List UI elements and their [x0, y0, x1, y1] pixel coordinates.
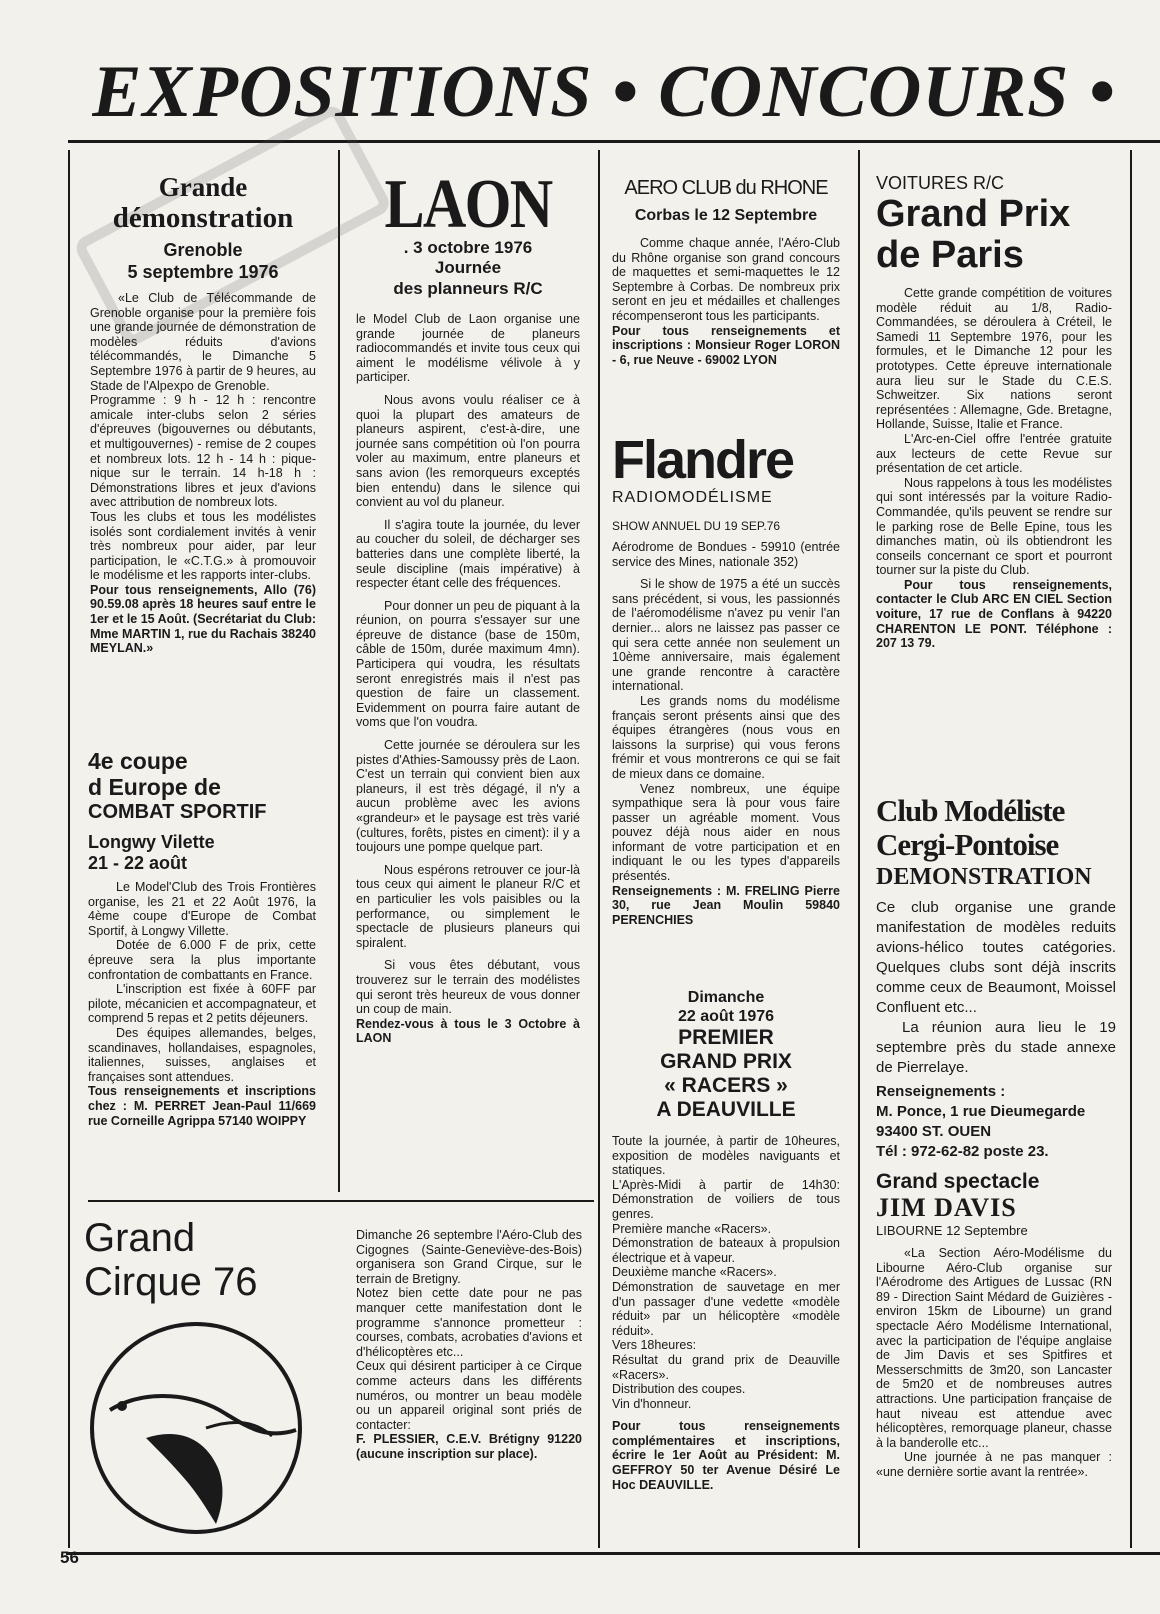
paris-article: [876, 172, 1112, 651]
contact-paragraph: Rendez-vous à tous le 3 Octobre à LAON: [356, 1016, 580, 1046]
paragraph: Vin d'honneur.: [612, 1396, 692, 1411]
paragraph: Si vous êtes débutant, vous trouverez sur le terrain des modélistes qui seront très heureux de vous donner un coup de main.: [356, 958, 580, 1017]
article-title: Flandre: [612, 430, 794, 490]
paragraph: Résultat du grand prix de Deauville «Racers».: [612, 1352, 840, 1382]
article-place: Grenoble: [163, 240, 243, 260]
contact-paragraph: Pour tous renseignements, contacter le Club ARC EN CIEL Section voiture, 17 rue de Conflans à 94220 CHARENTON LE PONT. Téléphone : 207 13 79.: [876, 577, 1112, 651]
top-rule: [68, 140, 1160, 143]
paragraph: le Model Club de Laon organise une grande journée de planeurs radiocommandés et invite tous ceux qui aiment le modélisme vélivole à y participer.: [356, 312, 580, 385]
contact-paragraph: Pour tous renseignements complémentaires et inscriptions, écrire le 1er Août au Président: M. GEFFROY 50 ter Avenue Désiré Le Hoc DEAUVILLE.: [612, 1419, 840, 1492]
combat-article: [88, 748, 316, 1128]
grenoble-article: [90, 172, 316, 656]
paragraph: Notez bien cette date pour ne pas manquer cette manifestation dont le programme s'annonce prometteur : courses, combats, acrobaties d'avions et d'hélicoptères etc...: [356, 1286, 582, 1359]
paragraph: Nous espérons retrouver ce jour-là tous ceux qui aiment le planeur R/C et en particulier les vols paisibles ou la performance, ou simplement le spectacle de plusieurs planeurs qui spiralent.: [356, 862, 580, 950]
paragraph: L'inscription est fixée à 60FF par pilote, mécanicien et accompagnateur, et comprend 5 repas et 2 petits déjeuners.: [88, 982, 316, 1026]
paragraph: Distribution des coupes.: [612, 1382, 746, 1397]
paragraph: Programme : 9 h - 12 h : rencontre amicale inter-clubs selon 2 séries d'épreuves (bigouvernes ou débutants, et multigouvernes) - remise de 2 coupes et nombreux lots. 12 h - 14 h : pique-nique sur le terrain. 14 h-18 h : Démonstrations libres et jeux d'avions avec attribution de nombreux lots.: [90, 393, 316, 510]
article-title: GRAND PRIX: [660, 1050, 792, 1073]
jimdavis-article: [876, 1170, 1112, 1480]
paragraph: Si le show de 1975 a été un succès sans précédent, si vous, les passionnés de l'aéromodélisme n'avez pu venir l'an dernier... alors ne laissez pas passer ce qui sera cette année non seulement un 10ème anniversaire, mais également une grande rencontre à caractère international.: [612, 577, 840, 694]
contact-paragraph: Renseignements : M. FRELING Pierre 30, rue Jean Moulin 59840 PERENCHIES: [612, 883, 840, 927]
paragraph: Pour donner un peu de piquant à la réunion, on pourra s'essayer sur une épreuve de distance (base de 150m, câble de 150m, durée maximum 4mn). Participera qui voudra, les résultats seront enregistrés mais il n'est pas question de faire un classement. Evidemment on pourra faire autant de voms que l'on voudra.: [356, 598, 580, 730]
article-title: 4e coupe: [88, 748, 188, 774]
article-title: Grand: [84, 1216, 196, 1260]
article-title: JIM DAVIS: [876, 1193, 1017, 1222]
article-date: LIBOURNE 12 Septembre: [876, 1223, 1028, 1238]
article-title: LAON: [384, 166, 552, 243]
paragraph: Comme chaque année, l'Aéro-Club du Rhône organise son grand concours de maquettes et semi-maquettes le 12 Septembre à Corbas. De nombreux prix seront en jeu et médailles et challenges récompenseront tous les participants.: [612, 236, 840, 323]
cirque-article: [356, 1228, 582, 1462]
article-title: « RACERS »: [664, 1074, 788, 1097]
rhone-article: [612, 176, 840, 367]
paragraph: L'Après-Midi à partir de 14h30: Démonstration de voiliers de tous genres.: [612, 1177, 840, 1221]
contact-paragraph: M. Ponce, 1 rue Dieumegarde 93400 ST. OUEN: [876, 1103, 1086, 1140]
contact-paragraph: Pour tous renseignements et inscriptions : Monsieur Roger LORON - 6, rue Neuve - 69002 LYON: [612, 323, 840, 367]
paragraph: Aérodrome de Bondues - 59910 (entrée service des Mines, nationale 352): [612, 540, 840, 569]
paragraph: Les grands noms du modélisme français seront présents ainsi que des équipes étrangères (nous vous en laissons la surprise) qui vous ferons frémir et vous montrerons ce qui se fait de mieux dans ce domaine.: [612, 693, 840, 781]
page-number: 56: [60, 1548, 79, 1567]
column-divider: [1130, 150, 1132, 1548]
paragraph: «Le Club de Télécommande de Grenoble organise pour la première fois une grande journée de démonstration de modèles réduits d'avions télécommandés, le Dimanche 5 Septembre 1976 à partir de 9 heures, au Stade de l'Alpexpo de Grenoble.: [90, 291, 316, 393]
article-place: Longwy Vilette: [88, 832, 215, 852]
paragraph: Deuxième manche «Racers».: [612, 1265, 777, 1280]
deauville-article: [612, 988, 840, 1492]
paragraph: Le Model'Club des Trois Frontières organise, les 21 et 22 Août 1976, la 4ème coupe d'Europe de Combat Sportif, à Longwy Villette.: [88, 880, 316, 938]
column-divider: [68, 150, 70, 1548]
paragraph: L'Arc-en-Ciel offre l'entrée gratuite aux lecteurs de cette Revue sur présentation de cet article.: [876, 431, 1112, 476]
paragraph: Dotée de 6.000 F de prix, cette épreuve sera la plus importante confrontation de combattants en France.: [88, 938, 316, 982]
paragraph: Ceux qui désirent participer à ce Cirque comme acteurs dans les différents numéros, ou montrer un beau modèle ou un appareil original sont priés de contacter:: [356, 1359, 582, 1432]
stork-logo: [86, 1318, 306, 1538]
article-date: 5 septembre 1976: [127, 262, 279, 282]
article-date: 22 août 1976: [677, 1008, 775, 1025]
article-title: DEMONSTRATION: [876, 864, 1092, 890]
contact-paragraph: F. PLESSIER, C.E.V. Brétigny 91220 (aucune inscription sur place).: [356, 1432, 582, 1461]
article-title: d Europe de: [88, 774, 221, 800]
article-kicker: VOITURES R/C: [876, 173, 1005, 193]
paragraph: Cette journée se déroulera sur les pistes d'Athies-Samoussy près de Laon. C'est un terrain qui convient bien aux planeurs, il est très dégagé, il n'y a aucun problème avec les avions «grandeur» et le paysage est très varié (cultures, forêts, pistes en ciment): il y a toujours une pompe quelque part.: [356, 738, 580, 855]
article-title: Grand Prix: [876, 193, 1071, 235]
article-date: Corbas le 12 Septembre: [634, 207, 818, 224]
column-divider: [598, 150, 600, 1548]
paragraph: Toute la journée, à partir de 10heures, exposition de modèles naviguants et statiques.: [612, 1134, 840, 1178]
article-date: . 3 octobre 1976: [403, 238, 533, 257]
laon-article: [356, 166, 580, 1046]
paragraph: Nous rappelons à tous les modélistes qui sont intéressés par la voiture Radio-Commandée, qu'ils peuvent se rendre sur le parking rose de Belle Epine, tous les dimanches matin, où ils obtiendront les conseils concernant ce sport et pourront tourner sur la piste du Club.: [876, 475, 1112, 578]
article-title: Grande: [158, 172, 248, 202]
flandre-article: [612, 432, 840, 927]
article-title: COMBAT SPORTIF: [88, 801, 267, 823]
cergy-article: [876, 794, 1116, 1162]
column-divider: [858, 150, 860, 1548]
paragraph: Venez nombreux, une équipe sympathique sera là pour vous faire passer un agréable moment. Vous pouvez déjà nous aider en nous informant de votre participation et en indiquant le ou les types d'appareils présentés.: [612, 781, 840, 884]
contact-label: Renseignements :: [876, 1083, 1006, 1100]
section-rule: [88, 1200, 594, 1202]
article-title: Cergi-Pontoise: [876, 827, 1059, 862]
article-date: 21 - 22 août: [88, 853, 188, 873]
article-title: Grand spectacle: [876, 1170, 1040, 1193]
paragraph: Démonstration de bateaux à propulsion électrique et à vapeur.: [612, 1236, 840, 1265]
paragraph: Cette grande compétition de voitures modèle réduit au 1/8, Radio-Commandées, se déroulera à Créteil, le Samedi 11 Septembre 1976, pour les formules, et le Dimanche 12 pour les prototypes. Cette épreuve internationale aura lieu sur le Stade du C.E.S. Schweitzer. Six nations seront représentées : Allemagne, Gde. Bretagne, Hollande, Suisse, Italie et France.: [876, 286, 1112, 432]
paragraph: Une journée à ne pas manquer : «une dernière sortie avant la rentrée».: [876, 1450, 1112, 1479]
article-subtitle: Journée: [434, 258, 502, 277]
bottom-rule: [66, 1552, 1160, 1555]
article-title: Cirque 76: [84, 1260, 258, 1304]
paragraph: La réunion aura lieu le 19 septembre près du stade annexe de Pierrelaye.: [876, 1019, 1116, 1076]
contact-paragraph: Tous renseignements et inscriptions chez : M. PERRET Jean-Paul 11/669 rue Corneille Agrippa 57140 WOIPPY: [88, 1084, 316, 1128]
article-date: SHOW ANNUEL DU 19 SEP.76: [612, 519, 781, 533]
paragraph: Ce club organise une grande manifestation de modèles reduits avions-hélico toutes catégories. Quelques clubs sont déjà inscrits comme ceux de Beaumont, Moissel Confluent etc...: [876, 899, 1116, 1016]
masthead: EXPOSITIONS • CONCOURS •: [92, 52, 1116, 132]
article-subtitle: RADIOMODÉLISME: [612, 489, 773, 506]
article-title: démonstration: [112, 202, 294, 234]
paragraph: Tous les clubs et tous les modélistes isolés sont cordialement invités à venir très nombreux pour aider, par leur participation, le «C.T.G.» à promouvoir le modélisme et les rapports inter-clubs.: [90, 509, 316, 583]
contact-paragraph: Pour tous renseignements, Allo (76) 90.59.08 après 18 heures sauf entre le 1er et le 15 Août. (Secrétariat du Club: Mme MARTIN 1, rue du Rachais 38240 MEYLAN.»: [90, 582, 316, 656]
paragraph: Nous avons voulu réaliser ce à quoi la plupart des amateurs de planeurs aspirent, c'est-à-dire, une journée sans compétition où l'on pourra voler au maximum, entre planeurs et sans avion (les remorqueurs exceptés bien entendu) dans le silence qui convient au vol du planeur.: [356, 392, 580, 510]
article-title: de Paris: [876, 234, 1024, 276]
paragraph: Vers 18heures:: [612, 1338, 697, 1353]
paragraph: Des équipes allemandes, belges, scandinaves, hollandaises, espagnoles, italiennes, suisses, anglaises et françaises sont attendues.: [88, 1025, 316, 1084]
contact-phone: Tél : 972-62-82 poste 23.: [876, 1143, 1049, 1160]
paragraph: Il s'agira toute la journée, du lever au coucher du soleil, de décharger ses batteries dans une complète liberté, la seule discipline (mais impérative) à respecter étant celle des fréquences.: [356, 517, 580, 591]
paragraph: Dimanche 26 septembre l'Aéro-Club des Cigognes (Sainte-Geneviève-des-Bois) organisera son Grand Cirque, sur le terrain de Bretigny.: [356, 1228, 582, 1286]
article-title: A DEAUVILLE: [656, 1098, 796, 1121]
article-title: Club Modéliste: [876, 793, 1065, 828]
article-title: PREMIER: [678, 1026, 774, 1049]
column-divider: [338, 150, 340, 1192]
article-date: Dimanche: [687, 989, 765, 1006]
cirque-title: [84, 1216, 324, 1304]
paragraph: Première manche «Racers».: [612, 1221, 772, 1236]
paragraph: Démonstration de sauvetage en mer d'un passager d'une vedette «modèle réduit» par un hélicoptère «modèle réduit».: [612, 1279, 840, 1338]
paragraph: «La Section Aéro-Modélisme du Libourne Aéro-Club organise sur l'Aérodrome des Artigues de Lussac (RN 89 - Direction Saint Médard de Guizières - environ 15km de Libourne) un grand spectacle Aéro Modélisme International, avec la participation de l'équipe anglaise de Jim Davis et ses Spitfires et Messerschmitts de 3m20, son Lancaster de 5m20 et de nombreuses autres attractions. Une participation française de haut niveau est attendue avec hélicoptères, remorquage planeur, chasse à la banderolle etc...: [876, 1246, 1112, 1450]
article-title: AERO CLUB du RHONE: [624, 177, 828, 199]
article-subtitle: des planneurs R/C: [393, 279, 543, 298]
